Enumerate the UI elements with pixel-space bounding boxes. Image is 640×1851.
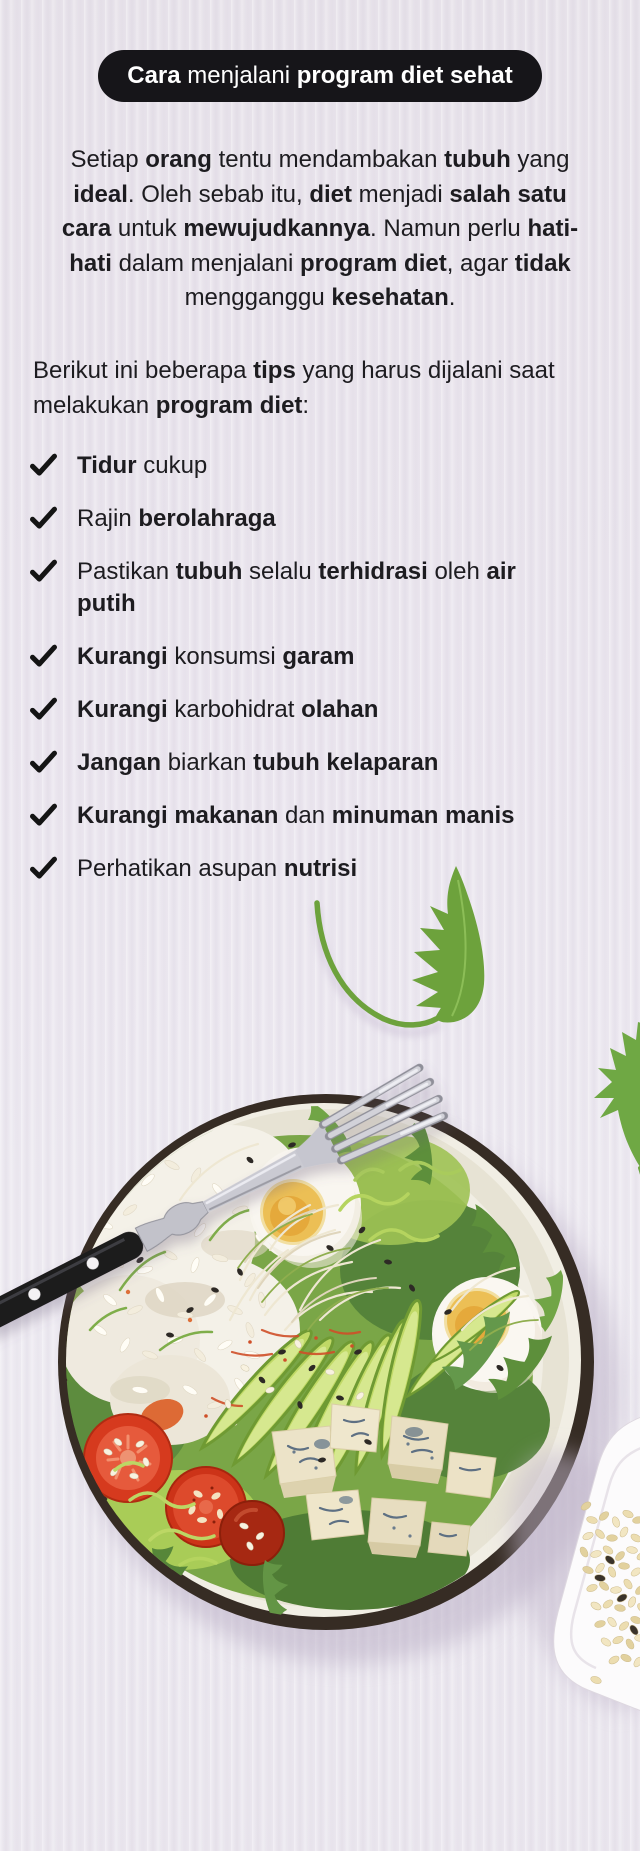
checklist-item xyxy=(30,694,640,726)
checklist-item-text: Kurangi makanan dan minuman manis xyxy=(77,801,515,829)
checklist-item xyxy=(30,556,640,620)
checklist-item-text: Perhatikan asupan nutrisi xyxy=(77,854,358,882)
check-icon xyxy=(30,643,57,670)
check-icon xyxy=(30,802,57,829)
arugula-leaf-right xyxy=(594,1022,640,1202)
arugula-leaf-decoration xyxy=(317,866,484,1033)
checklist-item-text: Rajin berolahraga xyxy=(77,504,276,532)
checklist-item-text: Jangan biarkan tubuh kelaparan xyxy=(77,748,439,776)
checklist-item xyxy=(30,747,640,779)
checklist-item xyxy=(30,641,640,673)
checklist-item xyxy=(30,800,640,832)
salad-bowl-photo xyxy=(0,840,640,1851)
check-icon xyxy=(30,505,57,532)
title-pill: Cara menjalani program diet sehat xyxy=(98,50,542,102)
check-icon xyxy=(30,696,57,723)
text-content xyxy=(0,0,640,885)
checklist-item-text: Kurangi konsumsi garam xyxy=(77,642,355,670)
check-icon xyxy=(30,452,57,479)
checklist-item xyxy=(30,450,640,482)
check-icon xyxy=(30,558,57,585)
intro-paragraph: Setiap orang tentu mendambakan tubuh yang ideal. Oleh sebab itu, diet menjadi salah satu cara untuk mewujudkannya. Namun perlu hati- hati dalam menjalani program diet, agar tidak mengganggu kesehatan. xyxy=(61,146,579,311)
tips-checklist xyxy=(0,450,640,885)
check-icon xyxy=(30,749,57,776)
checklist-item-text: Pastikan tubuh selalu terhidrasi oleh air putih xyxy=(77,557,516,617)
checklist-item-text: Tidur cukup xyxy=(77,451,208,479)
check-icon xyxy=(30,855,57,882)
checklist-item xyxy=(30,853,640,885)
checklist-item-text: Kurangi karbohidrat olahan xyxy=(77,695,379,723)
tips-intro-paragraph: Berikut ini beberapa tips yang harus dijalani saat melakukan program diet: xyxy=(33,356,555,419)
checklist-item xyxy=(30,503,640,535)
